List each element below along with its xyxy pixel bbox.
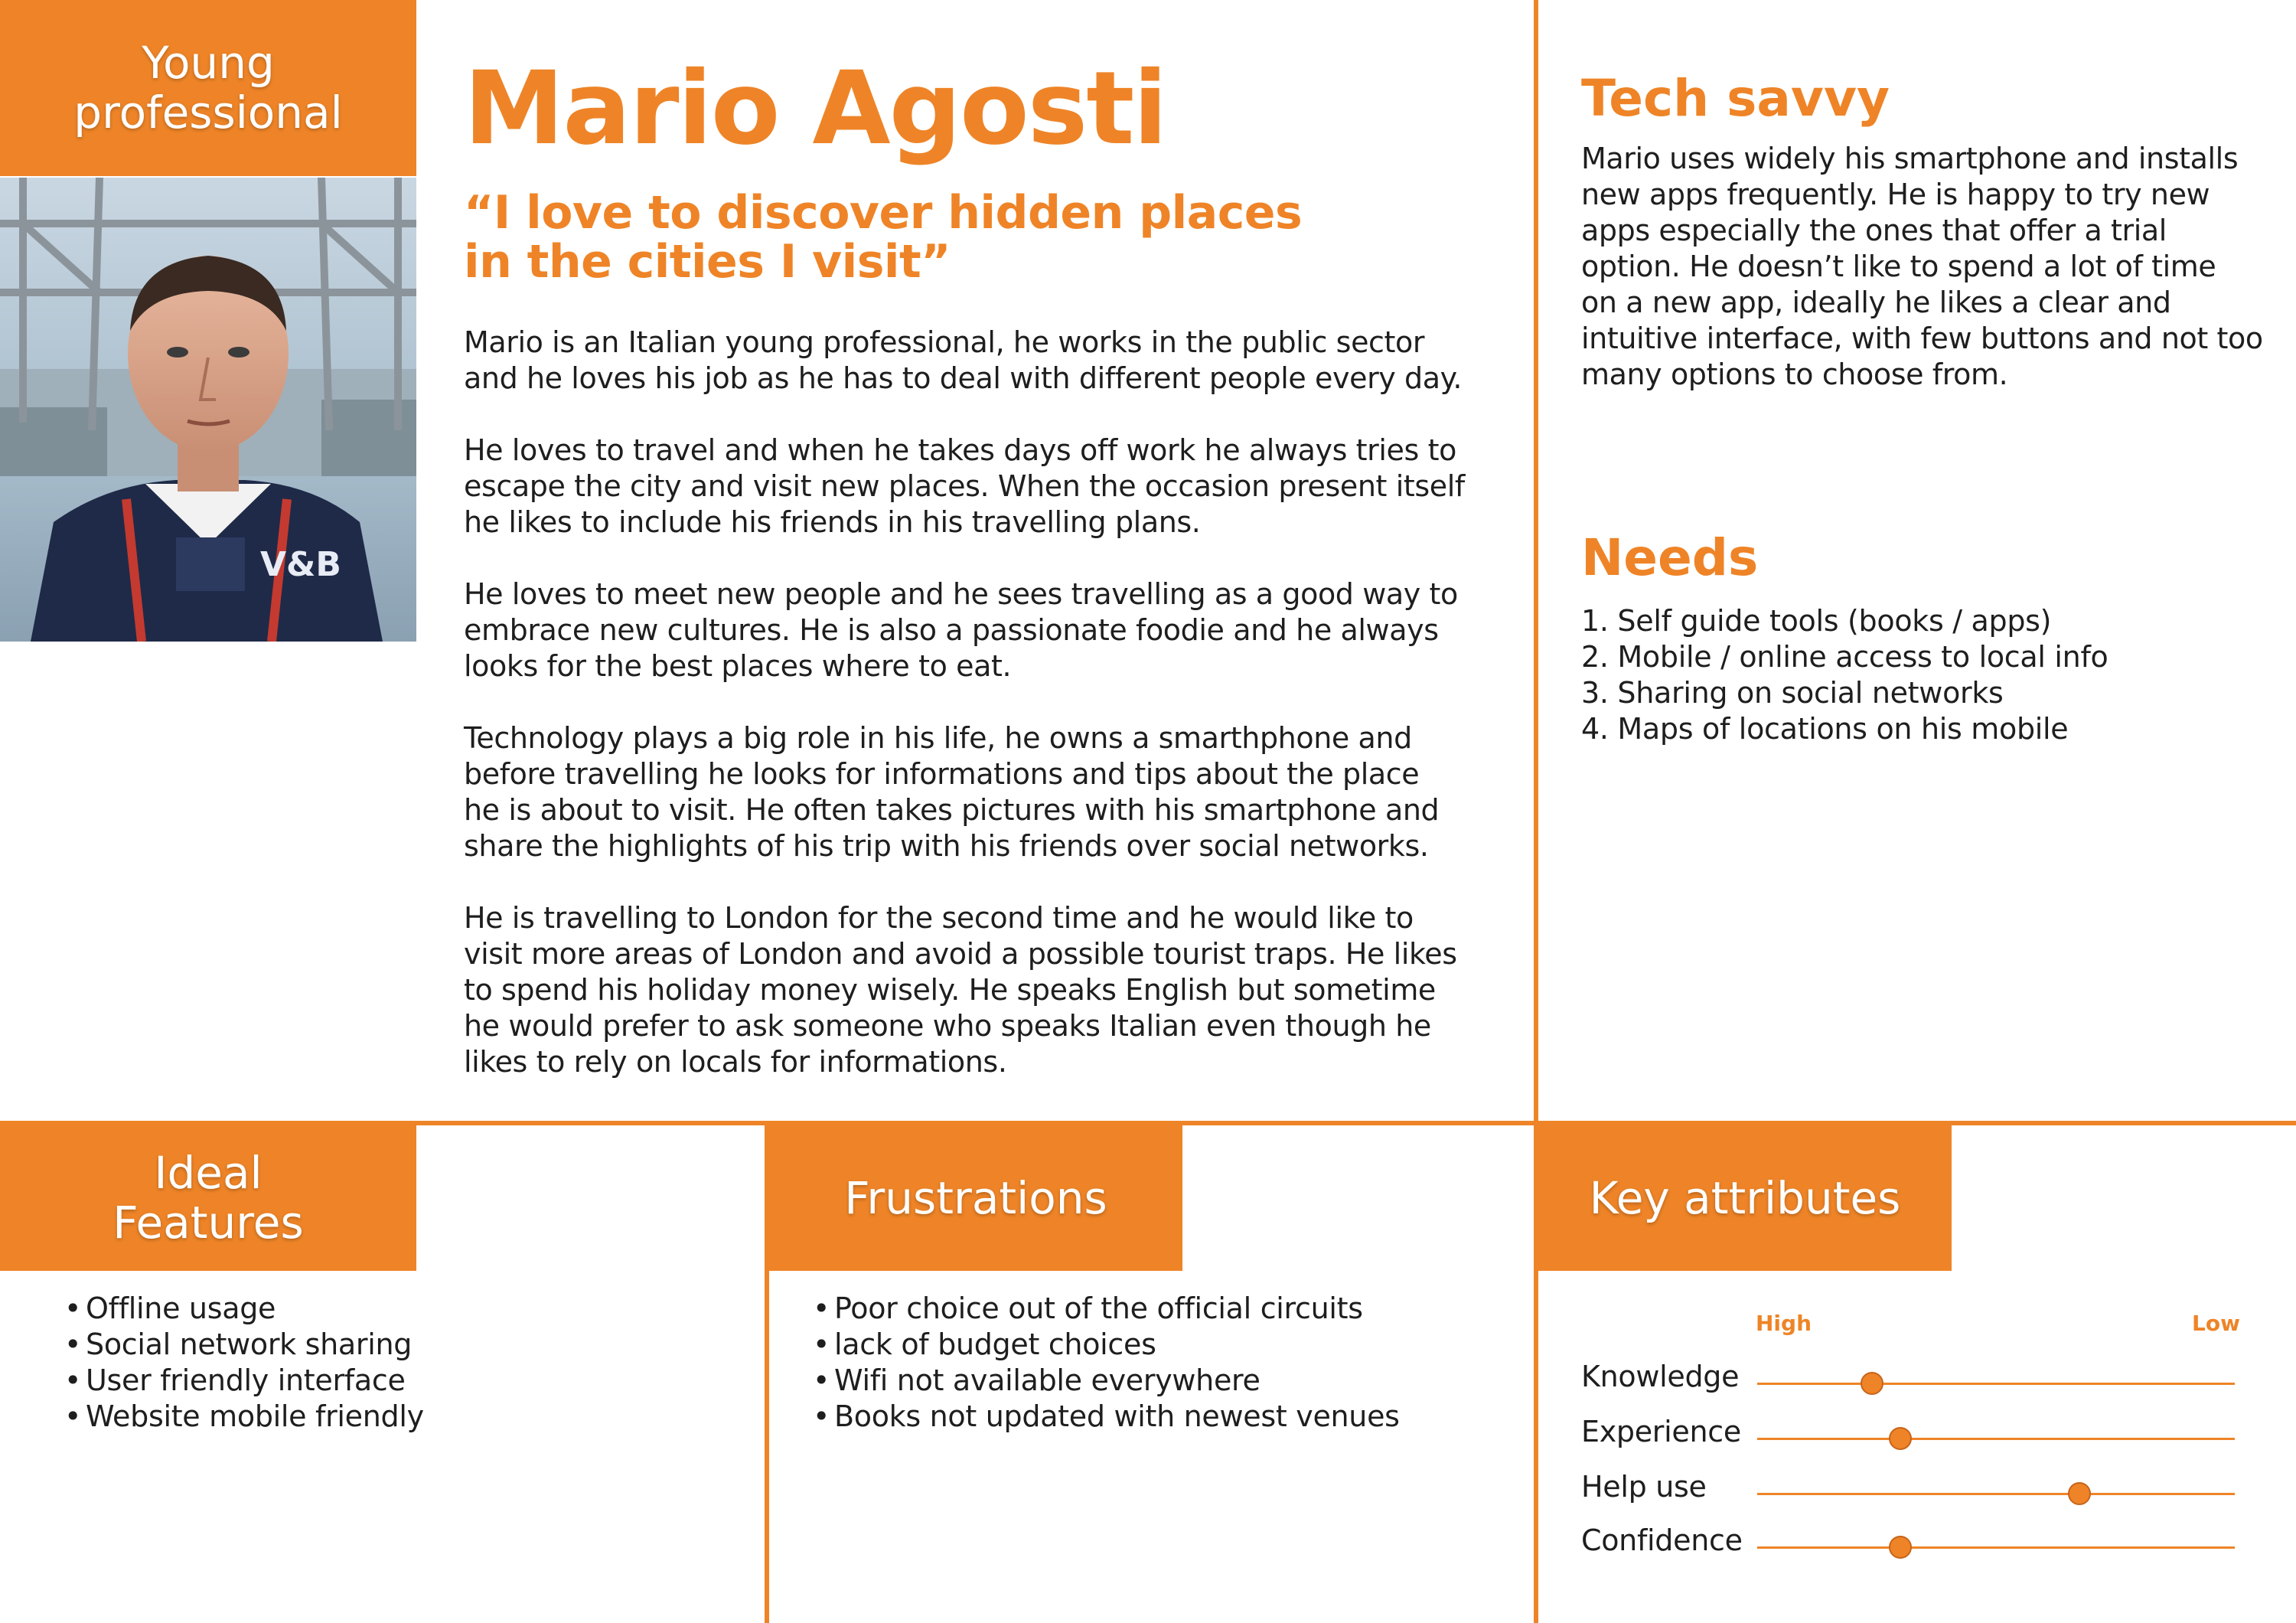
ideal-features-list (64, 1291, 753, 1435)
key-attributes-tag: Key attributes (1538, 1125, 1952, 1271)
attribute-row (1581, 1415, 2270, 1461)
attribute-slider-knob[interactable] (1861, 1372, 1883, 1395)
attribute-row (1581, 1523, 2270, 1569)
person-photo-icon (0, 178, 416, 642)
frustration-item: • Wifi not available everywhere (813, 1363, 1525, 1399)
frustrations-list (813, 1291, 1525, 1435)
bio-paragraph: He is travelling to London for the second time and he would like to visit more areas of London and avoid a possible tourist traps. He likes to spend his holiday money wisely. He speaks English but sometime he would prefer to ask someone who speaks Italian even though he likes to rely on locals for informations. (464, 901, 1457, 1079)
bio-paragraph: Mario is an Italian young professional, he works in the public sector and he loves his job as he has to deal with different people every day. (464, 325, 1463, 395)
frustration-item: • Poor choice out of the official circuits (813, 1291, 1525, 1327)
attribute-label: Experience (1581, 1415, 1741, 1448)
ideal-feature-item: • User friendly interface (64, 1363, 753, 1399)
scale-high-label: High (1756, 1311, 1812, 1336)
needs-list (1581, 603, 2285, 747)
ideal-feature-item: • Offline usage (64, 1291, 753, 1327)
attribute-slider-knob[interactable] (2068, 1482, 2091, 1505)
frustrations-tag: Frustrations (769, 1125, 1182, 1271)
attribute-track (1757, 1438, 2235, 1440)
ideal-feature-item: • Social network sharing (64, 1327, 753, 1363)
tech-savvy-title: Tech savvy (1581, 69, 1890, 128)
persona-type-tag: Young professional (0, 0, 416, 176)
attribute-label: Knowledge (1581, 1360, 1740, 1393)
attribute-track (1757, 1493, 2235, 1495)
bio-paragraph: He loves to meet new people and he sees travelling as a good way to embrace new cultures. He is also a passionate foodie and he always looks for the best places where to eat. (464, 577, 1458, 683)
attribute-row (1581, 1470, 2270, 1516)
svg-text:V&B: V&B (260, 545, 341, 584)
frustration-item: • lack of budget choices (813, 1327, 1525, 1363)
persona-bio (464, 325, 1528, 1116)
bio-paragraph: He loves to travel and when he takes days off work he always tries to escape the city and visit new places. When the occasion present itself he likes to include his friends in his travelling plans. (464, 433, 1465, 539)
needs-item: 4. Maps of locations on his mobile (1581, 712, 2069, 746)
needs-item: 2. Mobile / online access to local info (1581, 640, 2108, 674)
bio-paragraph: Technology plays a big role in his life, he owns a smarthphone and before travelling he looks for informations and tips about the place he is about to visit. He often takes pictures with his smartphone and share the highlights of his trip with his friends over social networks. (464, 721, 1440, 863)
attribute-track (1757, 1383, 2235, 1385)
attribute-track (1757, 1546, 2235, 1549)
attribute-label: Help use (1581, 1470, 1707, 1504)
needs-title: Needs (1581, 528, 1759, 587)
photo-illustration (0, 178, 416, 642)
persona-quote: “I love to discover hidden places in the cities I visit” (464, 186, 1303, 289)
vertical-divider-right (1534, 0, 1538, 1623)
attribute-slider-knob[interactable] (1889, 1427, 1912, 1450)
ideal-features-tag: Ideal Features (0, 1125, 416, 1271)
needs-item: 3. Sharing on social networks (1581, 676, 2004, 710)
ideal-feature-item: • Website mobile friendly (64, 1399, 753, 1435)
attribute-row (1581, 1360, 2270, 1406)
scale-low-label: Low (2192, 1311, 2240, 1336)
persona-name: Mario Agosti (464, 50, 1166, 168)
tech-savvy-text: Mario uses widely his smartphone and installs new apps frequently. He is happy to try new apps especially the ones that offer a trial option. He doesn’t like to spend a lot of time on a new app, ideally he likes a clear and intuitive interface, with few buttons and not too many options to choose from. (1581, 142, 2263, 391)
needs-item: 1. Self guide tools (books / apps) (1581, 604, 2052, 638)
attribute-slider-knob[interactable] (1889, 1536, 1912, 1559)
attribute-label: Confidence (1581, 1523, 1743, 1557)
frustration-item: • Books not updated with newest venues (813, 1399, 1525, 1435)
